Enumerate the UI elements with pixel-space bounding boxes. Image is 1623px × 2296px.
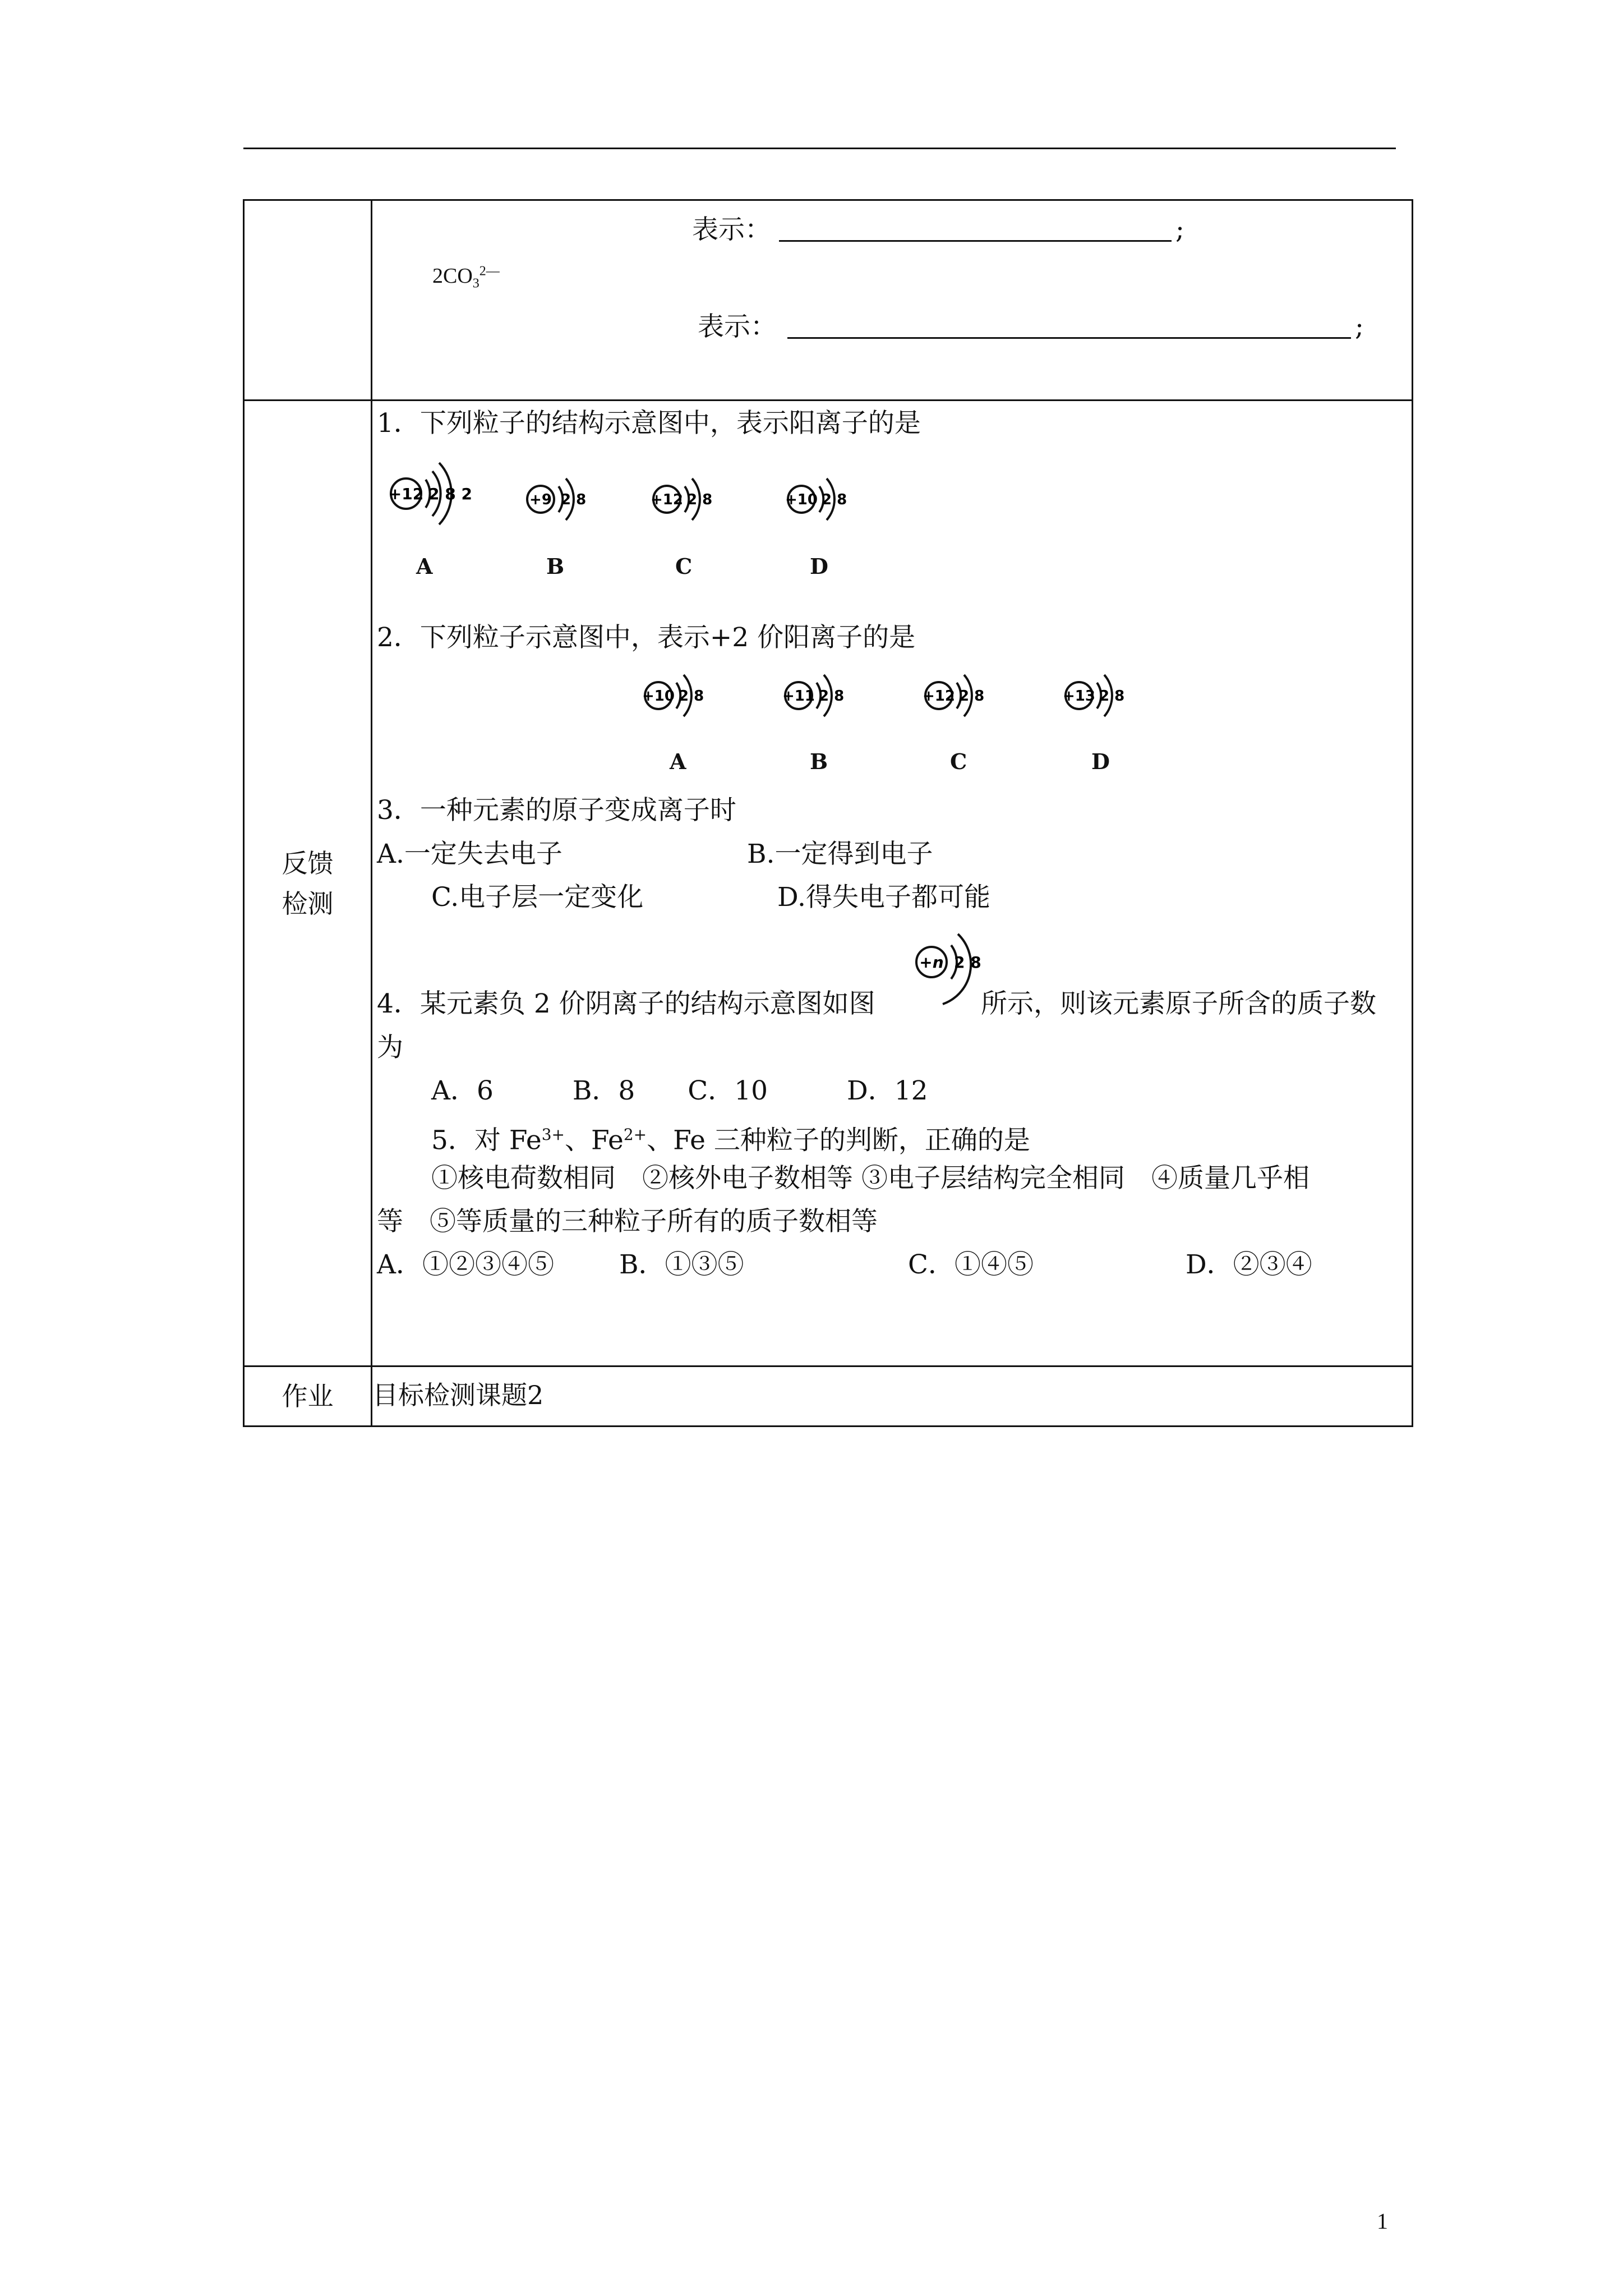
q5-option-a: A．①②③④⑤ xyxy=(377,1249,554,1280)
q2-atom-b xyxy=(782,665,872,729)
q1-letter-a: A xyxy=(416,554,433,579)
q1-atom-b-shells: 2 8 xyxy=(561,491,587,508)
q2-atom-c-shells: 2 8 xyxy=(959,688,985,705)
q1-atom-d xyxy=(785,468,874,532)
q2-atom-b-shells: 2 8 xyxy=(819,688,845,705)
q1-atom-a-shells: 2 8 2 xyxy=(428,485,472,503)
q3-option-c: C.电子层一定变化 xyxy=(431,882,644,913)
q5-option-c: C．①④⑤ xyxy=(908,1249,1034,1280)
page-number: 1 xyxy=(1377,2208,1388,2234)
q3-option-d: D.得失电子都可能 xyxy=(777,882,990,913)
q2-atom-a-shells: 2 8 xyxy=(679,688,704,705)
q1-letter-b: B xyxy=(546,554,565,579)
q4-text-after: 所示，则该元素原子所含的质子数 xyxy=(981,988,1376,1019)
q1-atom-d-nucleus: +10 xyxy=(785,491,818,508)
row-feedback xyxy=(244,401,1413,1366)
q4-text-wrap: 为 xyxy=(377,1032,403,1063)
q2-atom-d xyxy=(1062,665,1152,729)
lesson-table xyxy=(243,199,1413,1427)
q1-atom-b-nucleus: +9 xyxy=(529,491,552,508)
row2-content xyxy=(372,401,1413,1366)
q3-option-a: A.一定失去电子 xyxy=(377,839,562,869)
q2-text: 2．下列粒子示意图中，表示+2 价阳离子的是 xyxy=(377,622,916,653)
row1-label xyxy=(244,200,372,401)
q5-statements-2: 等 ⑤等质量的三种粒子所有的质子数相等 xyxy=(377,1206,878,1237)
q4-text-before: 4．某元素负 2 价阴离子的结构示意图如图 xyxy=(377,988,875,1019)
carbonate-formula: $2CO_3^{2—}$ xyxy=(432,264,500,291)
q2-atom-c-nucleus: +12 xyxy=(923,688,955,705)
row-homework xyxy=(244,1366,1413,1427)
line1-end: ; xyxy=(1175,214,1184,245)
q1-atom-c xyxy=(650,468,740,532)
row1-content xyxy=(372,200,1413,401)
header-rule xyxy=(243,148,1396,149)
q2-atom-d-shells: 2 8 xyxy=(1099,688,1125,705)
q1-atom-c-nucleus: +12 xyxy=(651,491,683,508)
q1-letter-c: C xyxy=(675,554,693,579)
q4-atom-nucleus: +n xyxy=(919,953,944,972)
q1-atom-a-nucleus: +12 xyxy=(388,485,424,503)
q5-option-b: B．①③⑤ xyxy=(619,1249,744,1280)
q1-atom-d-shells: 2 8 xyxy=(822,491,847,508)
homework-text: 目标检测课题2 xyxy=(372,1366,1413,1427)
q2-atom-c xyxy=(922,665,1012,729)
q1-text: 1．下列粒子的结构示意图中，表示阳离子的是 xyxy=(377,408,921,439)
q2-letter-c: C xyxy=(950,749,967,774)
q1-atom-a xyxy=(386,457,499,532)
q2-letter-a: A xyxy=(670,749,686,774)
row3-label: 作业 xyxy=(244,1366,372,1427)
q4-atom-shells: 2 8 xyxy=(954,953,981,972)
q2-atom-d-nucleus: +13 xyxy=(1063,688,1095,705)
line2-label: 表示： xyxy=(698,311,777,342)
answer-blank-1[interactable] xyxy=(779,234,1172,242)
q4-options: A．6 B．8 C．10 D．12 xyxy=(431,1075,928,1106)
q2-atom-b-nucleus: +11 xyxy=(782,688,815,705)
row2-label xyxy=(244,401,372,1366)
line1-label: 表示： xyxy=(692,214,771,245)
q5-option-d: D．②③④ xyxy=(1186,1249,1312,1280)
q5-text: 5．对 $Fe^{3+}$、$Fe^{2+}$、Fe 三种粒子的判断，正确的是 xyxy=(431,1125,1030,1156)
q2-letter-d: D xyxy=(1091,749,1110,774)
q2-letter-b: B xyxy=(810,749,828,774)
q2-atom-a xyxy=(642,665,731,729)
q3-option-b: B.一定得到电子 xyxy=(747,839,933,869)
q5-statements-1: ①核电荷数相同 ②核外电子数相等 ③电子层结构完全相同 ④质量几乎相 xyxy=(431,1163,1310,1194)
q3-text: 3．一种元素的原子变成离子时 xyxy=(377,795,736,826)
row-ion-notation xyxy=(244,200,1413,401)
q1-atom-c-shells: 2 8 xyxy=(687,491,713,508)
q1-atom-b xyxy=(524,468,614,532)
line2-end: ; xyxy=(1355,311,1364,342)
feedback-label: 反馈检测 xyxy=(282,848,334,919)
answer-blank-2[interactable] xyxy=(787,332,1351,339)
q2-atom-a-nucleus: +10 xyxy=(642,688,675,705)
q1-letter-d: D xyxy=(810,554,828,579)
